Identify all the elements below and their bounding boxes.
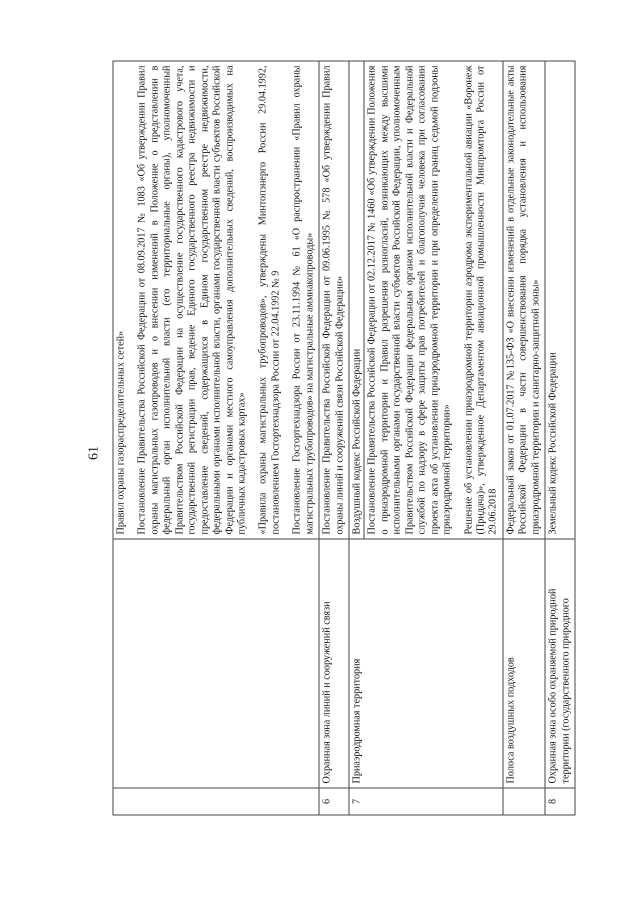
row-number [502, 788, 544, 815]
table-row [319, 61, 349, 815]
row-number: 6 [319, 788, 349, 815]
zone-name [113, 539, 319, 788]
legal-documents [113, 61, 319, 539]
document-text: Постановление Правительства Российской Федерации от 02.12.2017 № 1460 «Об утверждении Положения о приаэродромной территории и Правил разрешения разногласий, возникающих между высшими исполнительными органами государственной власти субъектов Российской Федерации, уполномоченным Правительством Российской Федерации федеральным органом исполнительной власти и Федеральной службой по надзору в сфере защиты прав потребителей и благополучия человека при согласовании проекта акта об установлении приаэродромной территории и при определении границ седьмой подзоны приаэродромной территории» [366, 65, 453, 534]
document-text: Правил охраны газораспределительных сетей» [115, 330, 126, 534]
document-subcell [363, 61, 499, 538]
legal-documents [319, 61, 349, 539]
document-text: Постановление Госгортехнадзора России от 23.11.1994 № 61 «О распространении «Правил охраны магистральных трубопроводов» на магистральные аммиакопроводы» [291, 65, 315, 534]
row-number [113, 788, 319, 815]
zone-name: Приаэродромная территория [349, 539, 503, 788]
legal-documents [545, 61, 575, 539]
legal-documents [349, 61, 503, 539]
table-row [349, 61, 503, 815]
document-text: Решение об установлении приаэродромной территории аэродрома экспериментальной авиации «Воронеж (Придача)», утвержденное Департаментом авиационной промышленности Минпромторга России от 29.06.2018 [462, 65, 499, 534]
row-number: 7 [349, 788, 503, 815]
document-text: «Правила охраны магистральных трубопроводов», утверждены Минтопэнерго России 29.04.1992, постановлением Госгортехнадзора России от 22.04.1992 № 9 [257, 65, 281, 534]
legal-documents [502, 61, 544, 539]
zones-table [112, 60, 575, 815]
row-number: 8 [545, 788, 575, 815]
page-number: 61 [86, 445, 101, 460]
document-text: Земельный кодекс Российской Федерации [547, 351, 559, 534]
table-row [502, 61, 544, 815]
document-text: Воздушный кодекс Российской Федерации [351, 348, 362, 534]
zone-name: Охранная зона особо охраняемой природной территории (государственного природного [545, 539, 575, 788]
document-text: Постановление Правительства Российской Федерации от 09.06.1995 № 578 «Об утверждении Правил охраны линий и сооружений связи Российской Федерации» [321, 65, 345, 534]
document-text: Постановление Правительства Российской Федерации от 08.09.2017 № 1083 «Об утверждении Правил охраны магистральных газопроводов и о внесении изменений в Положение о представлении в федеральный орган исполнительной власти (его территориальные органы), уполномоченный Правительством Российской Федерации на осуществление государственного кадастрового учета, государственной регистрации прав, ведение Единого государственного реестра недвижимости и предоставление сведений, содержащихся в Едином государственном реестре недвижимости, федеральными органами исполнительной власти, органами государственной власти субъектов Российской Федерации и органами местного самоуправления дополнительных сведений, воспроизводимых на публичных кадастровых картах» [136, 65, 247, 534]
table-row [113, 61, 319, 815]
zone-name: Охранная зона линий и сооружений связи [319, 539, 349, 788]
table-row [545, 61, 575, 815]
document-text: Федеральный закон от 01.07.2017 №135-ФЗ «О внесении изменений в отдельные законодательные акты Российской Федерации в части совершенствования порядка установления и использования приаэродромной территории и санитарно-защитной зоны» [504, 65, 541, 534]
zone-name: Полоса воздушных подходов [502, 539, 544, 788]
